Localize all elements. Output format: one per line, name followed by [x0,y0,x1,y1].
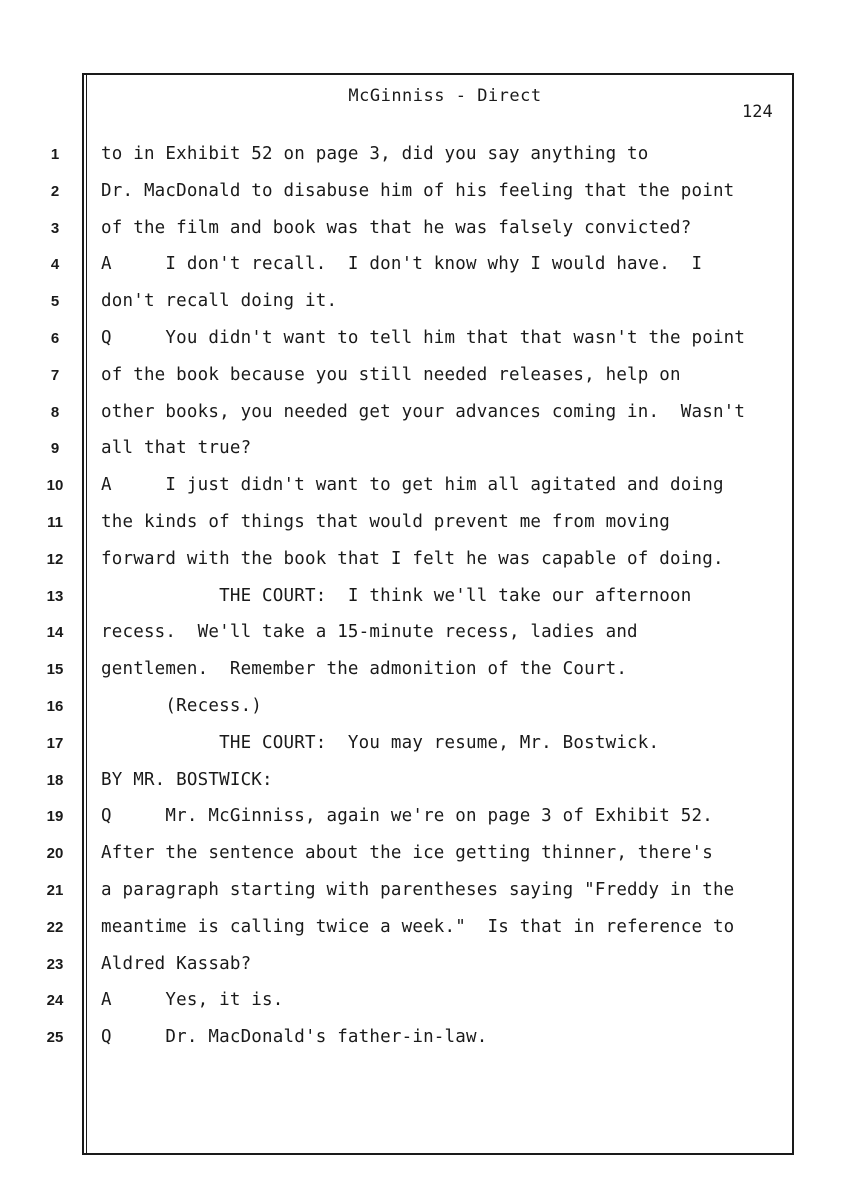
transcript-line: THE COURT: I think we'll take our afternoon [101,585,692,606]
transcript-line: the kinds of things that would prevent me from moving [101,512,671,532]
line-number: 13 [46,587,64,605]
transcript-line: (Recess.) [101,696,263,716]
transcript-line: Q Mr. McGinniss, again we're on page 3 of Exhibit 52. [101,806,713,827]
transcript-line: Dr. MacDonald to disabuse him of his feeling that the point [101,180,735,201]
line-number: 6 [50,330,60,347]
line-number: 23 [46,955,64,973]
transcript-line: to in Exhibit 52 on page 3, did you say anything to [101,144,649,164]
line-number: 16 [46,698,64,715]
line-number: 8 [50,403,60,421]
page-border-bottom [82,1153,794,1155]
line-number: 17 [46,734,64,752]
line-number: 22 [46,918,64,936]
line-number: 4 [50,256,60,274]
page-border-left-inner [86,73,87,1155]
transcript-line: of the book because you still needed releases, help on [101,364,681,385]
page-title: McGinniss - Direct [348,86,542,106]
transcript-line: Q You didn't want to tell him that that wasn't the point [101,328,746,348]
transcript-line: recess. We'll take a 15-minute recess, ladies and [101,622,638,643]
line-number: 15 [46,661,64,679]
page-border-right [792,73,794,1155]
transcript-line: Q Dr. MacDonald's father-in-law. [101,1027,488,1048]
line-number: 18 [46,771,64,789]
line-number: 21 [46,882,64,899]
transcript-line: don't recall doing it. [101,291,338,312]
line-number: 11 [47,514,63,531]
transcript-line: other books, you needed get your advances coming in. Wasn't [101,401,746,422]
transcript-line: all that true? [101,438,252,459]
transcript-line: A I don't recall. I don't know why I would have. I [101,254,703,275]
line-number: 5 [50,293,60,311]
transcript-line: BY MR. BOSTWICK: [101,769,273,790]
line-number: 14 [46,624,64,642]
line-number: 3 [50,219,60,237]
page-border-left [82,73,84,1155]
transcript-line: gentlemen. Remember the admonition of the Court. [101,659,628,680]
line-number: 7 [50,366,60,384]
page-border-top [82,73,794,75]
line-number: 9 [50,440,60,458]
line-number: 20 [46,845,64,863]
page-number: 124 [742,102,773,122]
transcript-line: THE COURT: You may resume, Mr. Bostwick. [101,732,660,753]
line-number: 1 [50,146,60,163]
transcript-line: a paragraph starting with parentheses saying "Freddy in the [101,880,735,900]
transcript-line: forward with the book that I felt he was capable of doing. [101,548,724,569]
line-number: 25 [46,1029,64,1047]
transcript-line: of the film and book was that he was falsely convicted? [101,217,692,238]
transcript-line: meantime is calling twice a week." Is that in reference to [101,916,735,937]
line-number: 19 [46,808,64,826]
transcript-line: A I just didn't want to get him all agitated and doing [101,475,724,496]
line-number: 12 [46,550,64,568]
transcript-line: Aldred Kassab? [101,953,252,974]
transcript-line: A Yes, it is. [101,990,284,1011]
line-number: 10 [46,477,64,495]
line-number: 2 [50,182,60,200]
transcript-line: After the sentence about the ice getting thinner, there's [101,843,713,864]
line-number: 24 [46,992,64,1010]
